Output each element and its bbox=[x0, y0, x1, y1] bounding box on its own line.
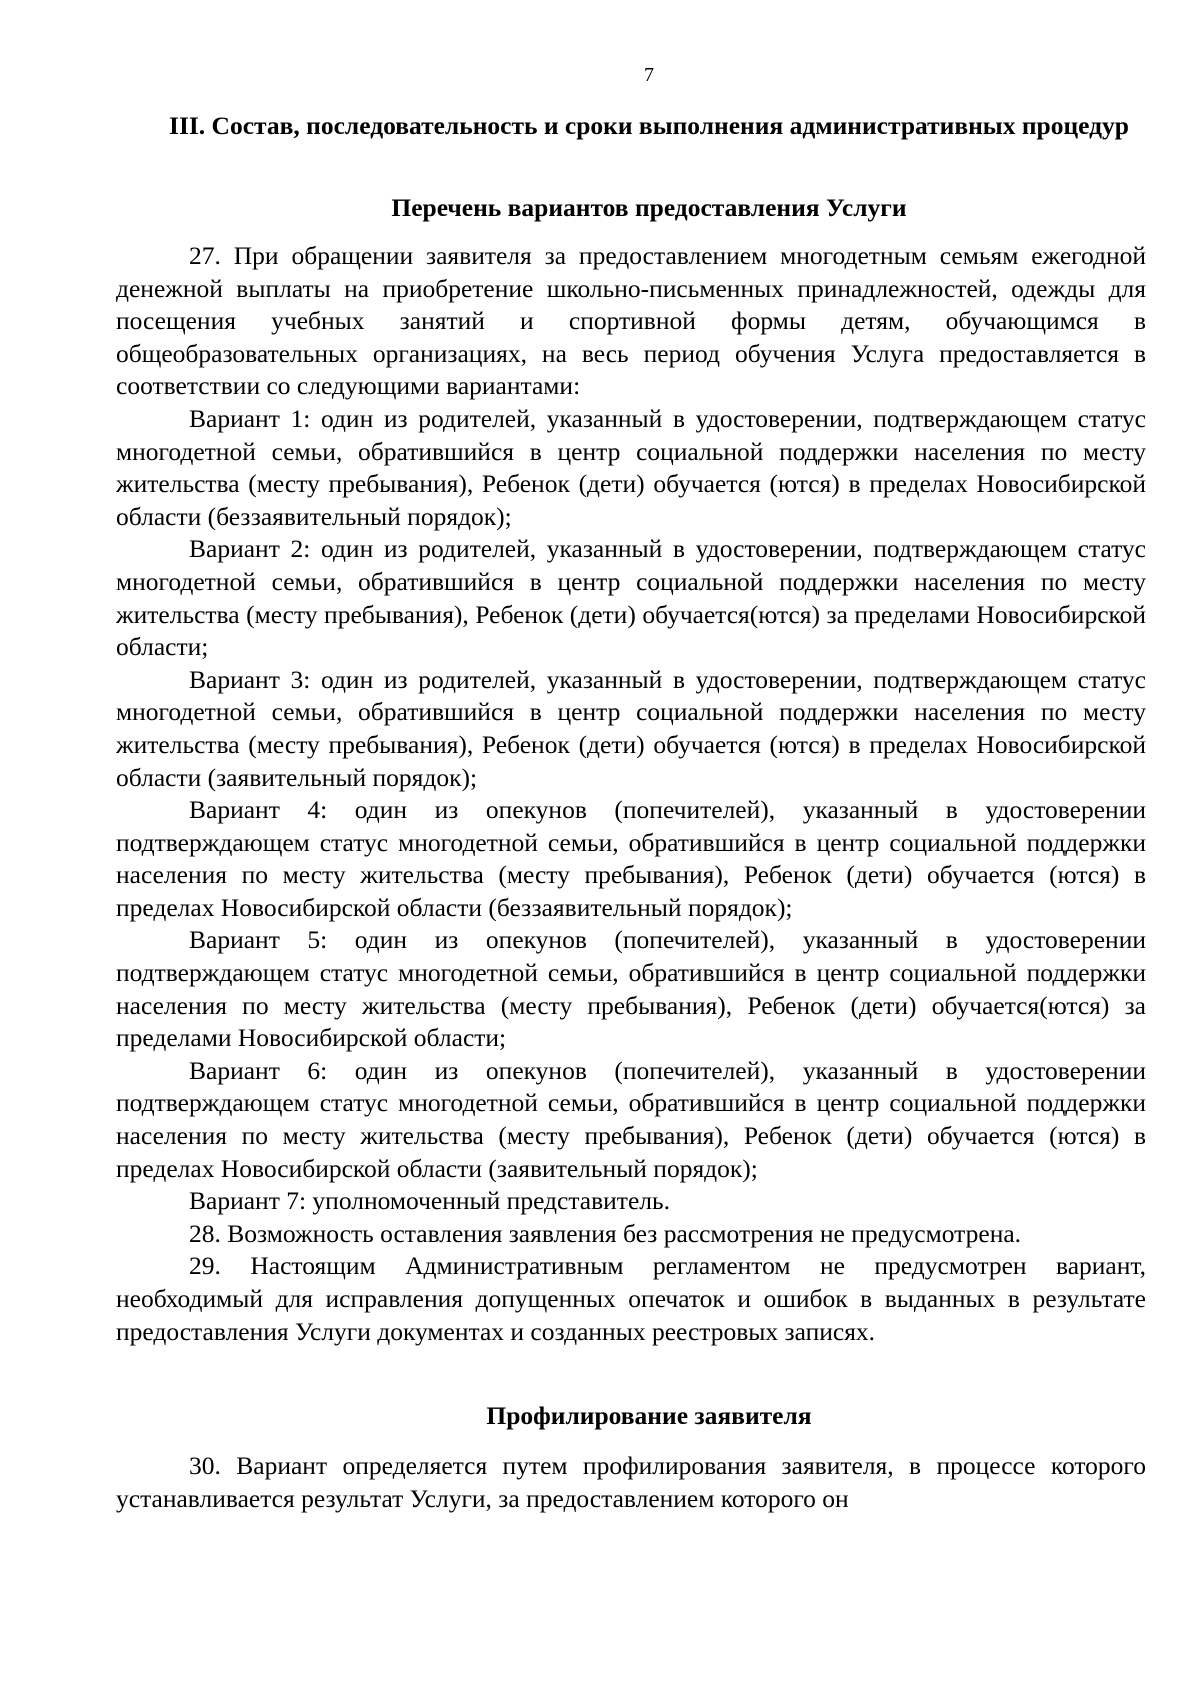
paragraph-28: 28. Возможность оставления заявления без рассмотрения не предусмотрена. bbox=[189, 1218, 1022, 1248]
paragraph-30: 30. Вариант определяется путем профилирования заявителя, в процессе которого устанавливается результат Услуги, за предоставлением которого он bbox=[116, 1451, 1146, 1513]
paragraph-27: 27. При обращении заявителя за предоставлением многодетным семьям ежегодной денежной выплаты на приобретение школьно-письменных принадлежностей, одежды для посещения учебных занятий и спортивной формы детям, обучающимся в общеобразовательных организациях, на весь период обучения Услуга предоставляется в соответствии со следующими вариантами: bbox=[116, 241, 1146, 401]
paragraph-variant-5: Вариант 5: один из опекунов (попечителей), указанный в удостоверении подтверждающем статус многодетной семьи, обратившийся в центр социальной поддержки населения по месту жительства (месту пребывания), Ребенок (дети) обучается(ются) за пределами Новосибирской области; bbox=[116, 925, 1146, 1053]
subsection-title-variants: Перечень вариантов предоставления Услуги bbox=[391, 193, 907, 222]
paragraph-variant-3: Вариант 3: один из родителей, указанный в удостоверении, подтверждающем статус многодетной семьи, обратившийся в центр социальной поддержки населения по месту жительства (месту пребывания), Ребенок (дети) обучается (ются) в пределах Новосибирской области (заявительный порядок); bbox=[116, 664, 1146, 792]
paragraph-variant-7: Вариант 7: уполномоченный представитель. bbox=[189, 1186, 671, 1216]
section-title: III. Состав, последовательность и сроки выполнения административных процедур bbox=[169, 111, 1129, 140]
paragraph-variant-6: Вариант 6: один из опекунов (попечителей), указанный в удостоверении подтверждающем статус многодетной семьи, обратившийся в центр социальной поддержки населения по месту жительства (месту пребывания), Ребенок (дети) обучается (ются) в пределах Новосибирской области (заявительный порядок); bbox=[116, 1055, 1146, 1183]
paragraph-variant-4: Вариант 4: один из опекунов (попечителей), указанный в удостоверении подтверждающем статус многодетной семьи, обратившийся в центр социальной поддержки населения по месту жительства (месту пребывания), Ребенок (дети) обучается (ются) в пределах Новосибирской области (беззаявительный порядок); bbox=[116, 795, 1146, 922]
paragraph-variant-2: Вариант 2: один из родителей, указанный в удостоверении, подтверждающем статус многодетной семьи, обратившийся в центр социальной поддержки населения по месту жительства (месту пребывания), Ребенок (дети) обучается(ются) за пределами Новосибирской области; bbox=[116, 534, 1146, 662]
paragraph-variant-1: Вариант 1: один из родителей, указанный в удостоверении, подтверждающем статус многодетной семьи, обратившийся в центр социальной поддержки населения по месту жительства (месту пребывания), Ребенок (дети) обучается (ются) в пределах Новосибирской области (беззаявительный порядок); bbox=[116, 403, 1146, 531]
page-number: 7 bbox=[644, 64, 654, 86]
subsection-title-profiling: Профилирование заявителя bbox=[486, 1401, 812, 1431]
document-page bbox=[116, 62, 1146, 1515]
paragraph-29: 29. Настоящим Административным регламентом не предусмотрен вариант, необходимый для исправления допущенных опечаток и ошибок в выданных в результате предоставления Услуги документах и созданных реестровых записях. bbox=[116, 1251, 1146, 1346]
